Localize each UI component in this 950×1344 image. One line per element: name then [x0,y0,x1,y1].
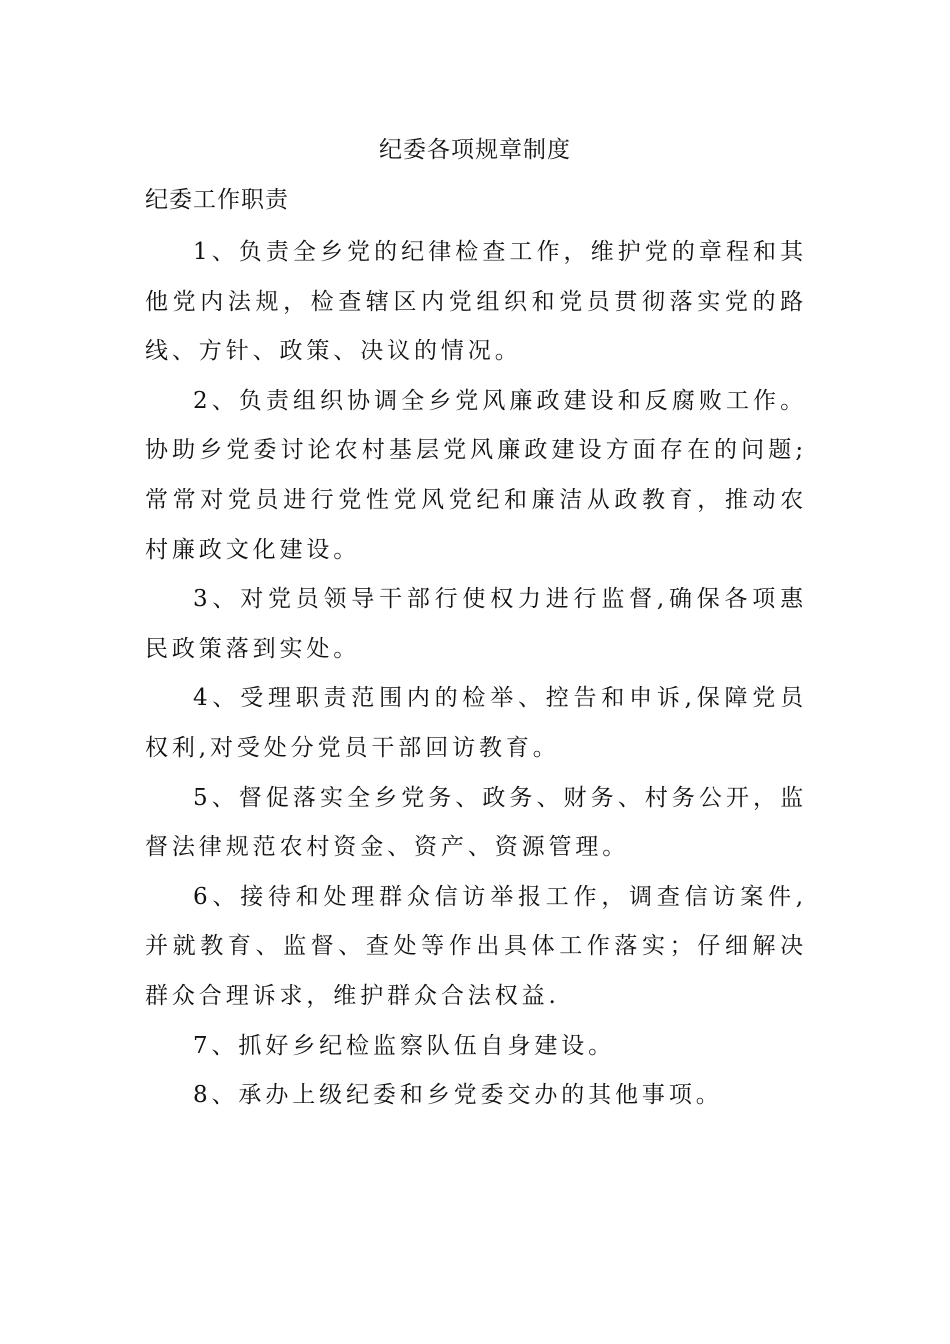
duty-list [145,228,807,1121]
duty-item-6: 6、接待和处理群众信访举报工作，调查信访案件,并就教育、监督、查处等作出具体工作落实；仔细解决群众合理诉求，维护群众合法权益. [145,883,807,1009]
document-title: 纪委各项规章制度 [379,137,571,163]
section-heading: 纪委工作职责 [145,187,289,213]
duty-item-8: 8、承办上级纪委和乡党委交办的其他事项。 [193,1082,723,1109]
duty-item-7: 7、抓好乡纪检监察队伍自身建设。 [193,1032,616,1059]
duty-item-4: 4、受理职责范围内的检举、控告和申诉,保障党员权利,对受处分党员干部回访教育。 [145,685,807,761]
duty-item-1: 1、负责全乡党的纪律检查工作，维护党的章程和其他党内法规，检查辖区内党组织和党员贯彻落实党的路线、方针、政策、决议的情况。 [145,239,807,365]
duty-item-3: 3、对党员领导干部行使权力进行监督,确保各项惠民政策落到实处。 [145,586,807,662]
duty-item-5: 5、督促落实全乡党务、政务、财务、村务公开，监督法律规范农村资金、资产、资源管理。 [145,784,807,861]
duty-item-2: 2、负责组织协调全乡党风廉政建设和反腐败工作。协助乡党委讨论农村基层党风廉政建设方面存在的问题;常常对党员进行党性党风党纪和廉洁从政教育，推动农村廉政文化建设。 [145,387,807,563]
